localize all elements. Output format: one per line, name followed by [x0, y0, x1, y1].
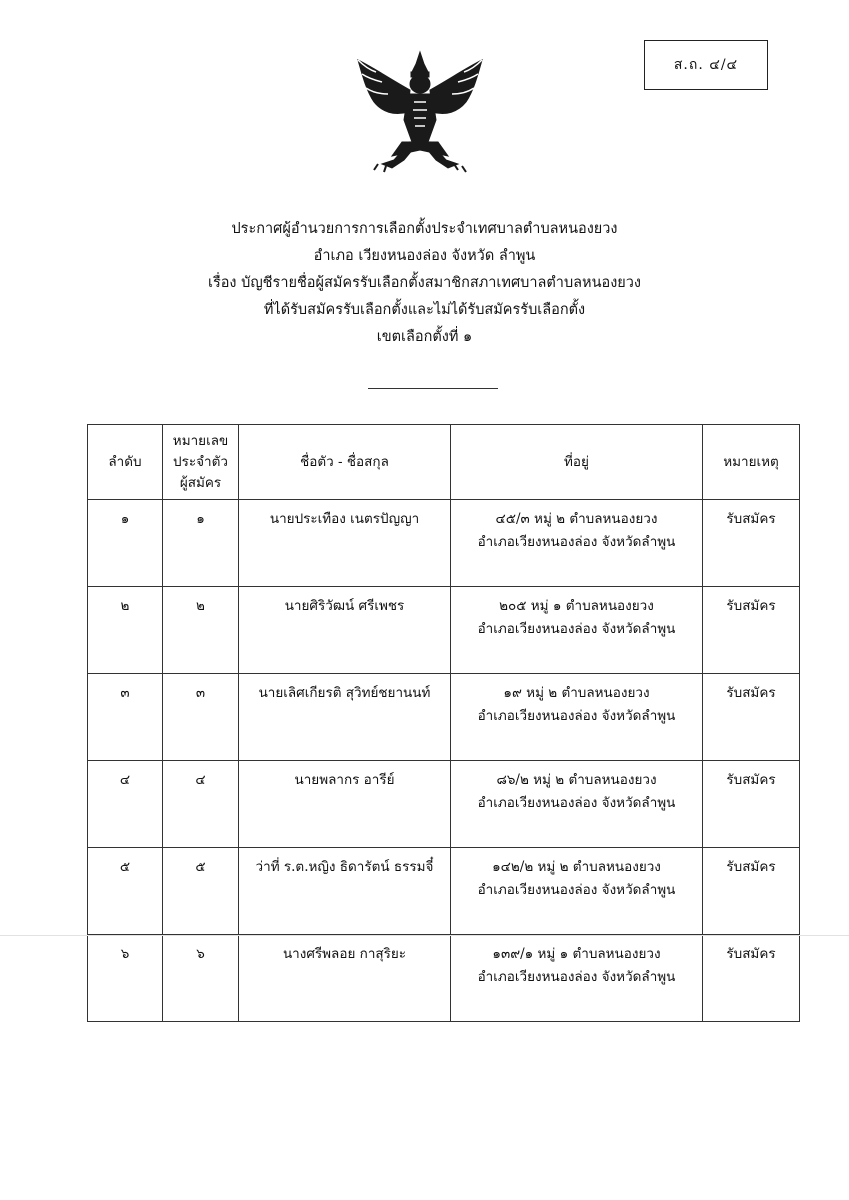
garuda-emblem-icon	[352, 50, 488, 174]
header-remark: หมายเหตุ	[703, 425, 800, 500]
cell-name: ว่าที่ ร.ต.หญิง ธิดารัตน์ ธรรมจี๋	[239, 848, 451, 935]
heading-line-constituency: เขตเลือกตั้งที่ ๑	[376, 329, 473, 345]
cell-remark: รับสมัคร	[703, 848, 800, 935]
cell-remark: รับสมัคร	[703, 761, 800, 848]
header-order: ลำดับ	[88, 425, 163, 500]
cell-name: นางศรีพลอย กาสุริยะ	[239, 935, 451, 1022]
table-row	[88, 587, 800, 674]
table-row	[88, 761, 800, 848]
header-name: ชื่อตัว - ชื่อสกุล	[239, 425, 451, 500]
table-row	[88, 674, 800, 761]
cell-order: ๓	[88, 674, 163, 761]
cell-name: นายศิริวัฒน์ ศรีเพชร	[239, 587, 451, 674]
cell-number: ๔	[163, 761, 239, 848]
cell-number: ๕	[163, 848, 239, 935]
cell-name: นายพลากร อารีย์	[239, 761, 451, 848]
cell-address: ๑๓๙/๑ หมู่ ๑ ตำบลหนองยวง อำเภอเวียงหนองล่อง จังหวัดลำพูน	[451, 935, 703, 1022]
table-row	[88, 500, 800, 587]
cell-number: ๒	[163, 587, 239, 674]
cell-name: นายเลิศเกียรติ สุวิทย์ชยานนท์	[239, 674, 451, 761]
cell-number: ๓	[163, 674, 239, 761]
heading-line-subject-cont: ที่ได้รับสมัครรับเลือกตั้งและไม่ได้รับสมัครรับเลือกตั้ง	[263, 302, 586, 318]
form-code-box	[644, 40, 768, 90]
cell-order: ๔	[88, 761, 163, 848]
heading-line-title: ประกาศผู้อำนวยการการเลือกตั้งประจำเทศบาลตำบลหนองยวง	[231, 221, 618, 237]
cell-address: ๘๖/๒ หมู่ ๒ ตำบลหนองยวง อำเภอเวียงหนองล่อง จังหวัดลำพูน	[451, 761, 703, 848]
cell-number: ๑	[163, 500, 239, 587]
heading-divider	[368, 388, 498, 389]
cell-name: นายประเทือง เนตรปัญญา	[239, 500, 451, 587]
cell-address: ๒๐๕ หมู่ ๑ ตำบลหนองยวง อำเภอเวียงหนองล่อง จังหวัดลำพูน	[451, 587, 703, 674]
table-row	[88, 848, 800, 935]
header-address: ที่อยู่	[451, 425, 703, 500]
cell-address: ๔๕/๓ หมู่ ๒ ตำบลหนองยวง อำเภอเวียงหนองล่อง จังหวัดลำพูน	[451, 500, 703, 587]
table-header-row	[88, 425, 800, 500]
candidate-table	[87, 424, 800, 1022]
cell-order: ๒	[88, 587, 163, 674]
cell-order: ๑	[88, 500, 163, 587]
scan-artifact-line	[0, 935, 849, 936]
heading-line-district: อำเภอ เวียงหนองล่อง จังหวัด ลำพูน	[313, 248, 536, 264]
table-row	[88, 935, 800, 1022]
cell-address: ๑๙ หมู่ ๒ ตำบลหนองยวง อำเภอเวียงหนองล่อง จังหวัดลำพูน	[451, 674, 703, 761]
cell-remark: รับสมัคร	[703, 935, 800, 1022]
cell-remark: รับสมัคร	[703, 587, 800, 674]
announcement-heading	[0, 216, 849, 351]
cell-remark: รับสมัคร	[703, 674, 800, 761]
header-candidate-number: หมายเลข ประจำตัว ผู้สมัคร	[163, 425, 239, 500]
heading-line-subject: เรื่อง บัญชีรายชื่อผู้สมัครรับเลือกตั้งสมาชิกสภาเทศบาลตำบลหนองยวง	[207, 275, 642, 291]
cell-number: ๖	[163, 935, 239, 1022]
cell-address: ๑๔๒/๒ หมู่ ๒ ตำบลหนองยวง อำเภอเวียงหนองล่อง จังหวัดลำพูน	[451, 848, 703, 935]
cell-order: ๖	[88, 935, 163, 1022]
cell-order: ๕	[88, 848, 163, 935]
cell-remark: รับสมัคร	[703, 500, 800, 587]
form-code-text: ส.ถ. ๔/๔	[673, 57, 739, 73]
